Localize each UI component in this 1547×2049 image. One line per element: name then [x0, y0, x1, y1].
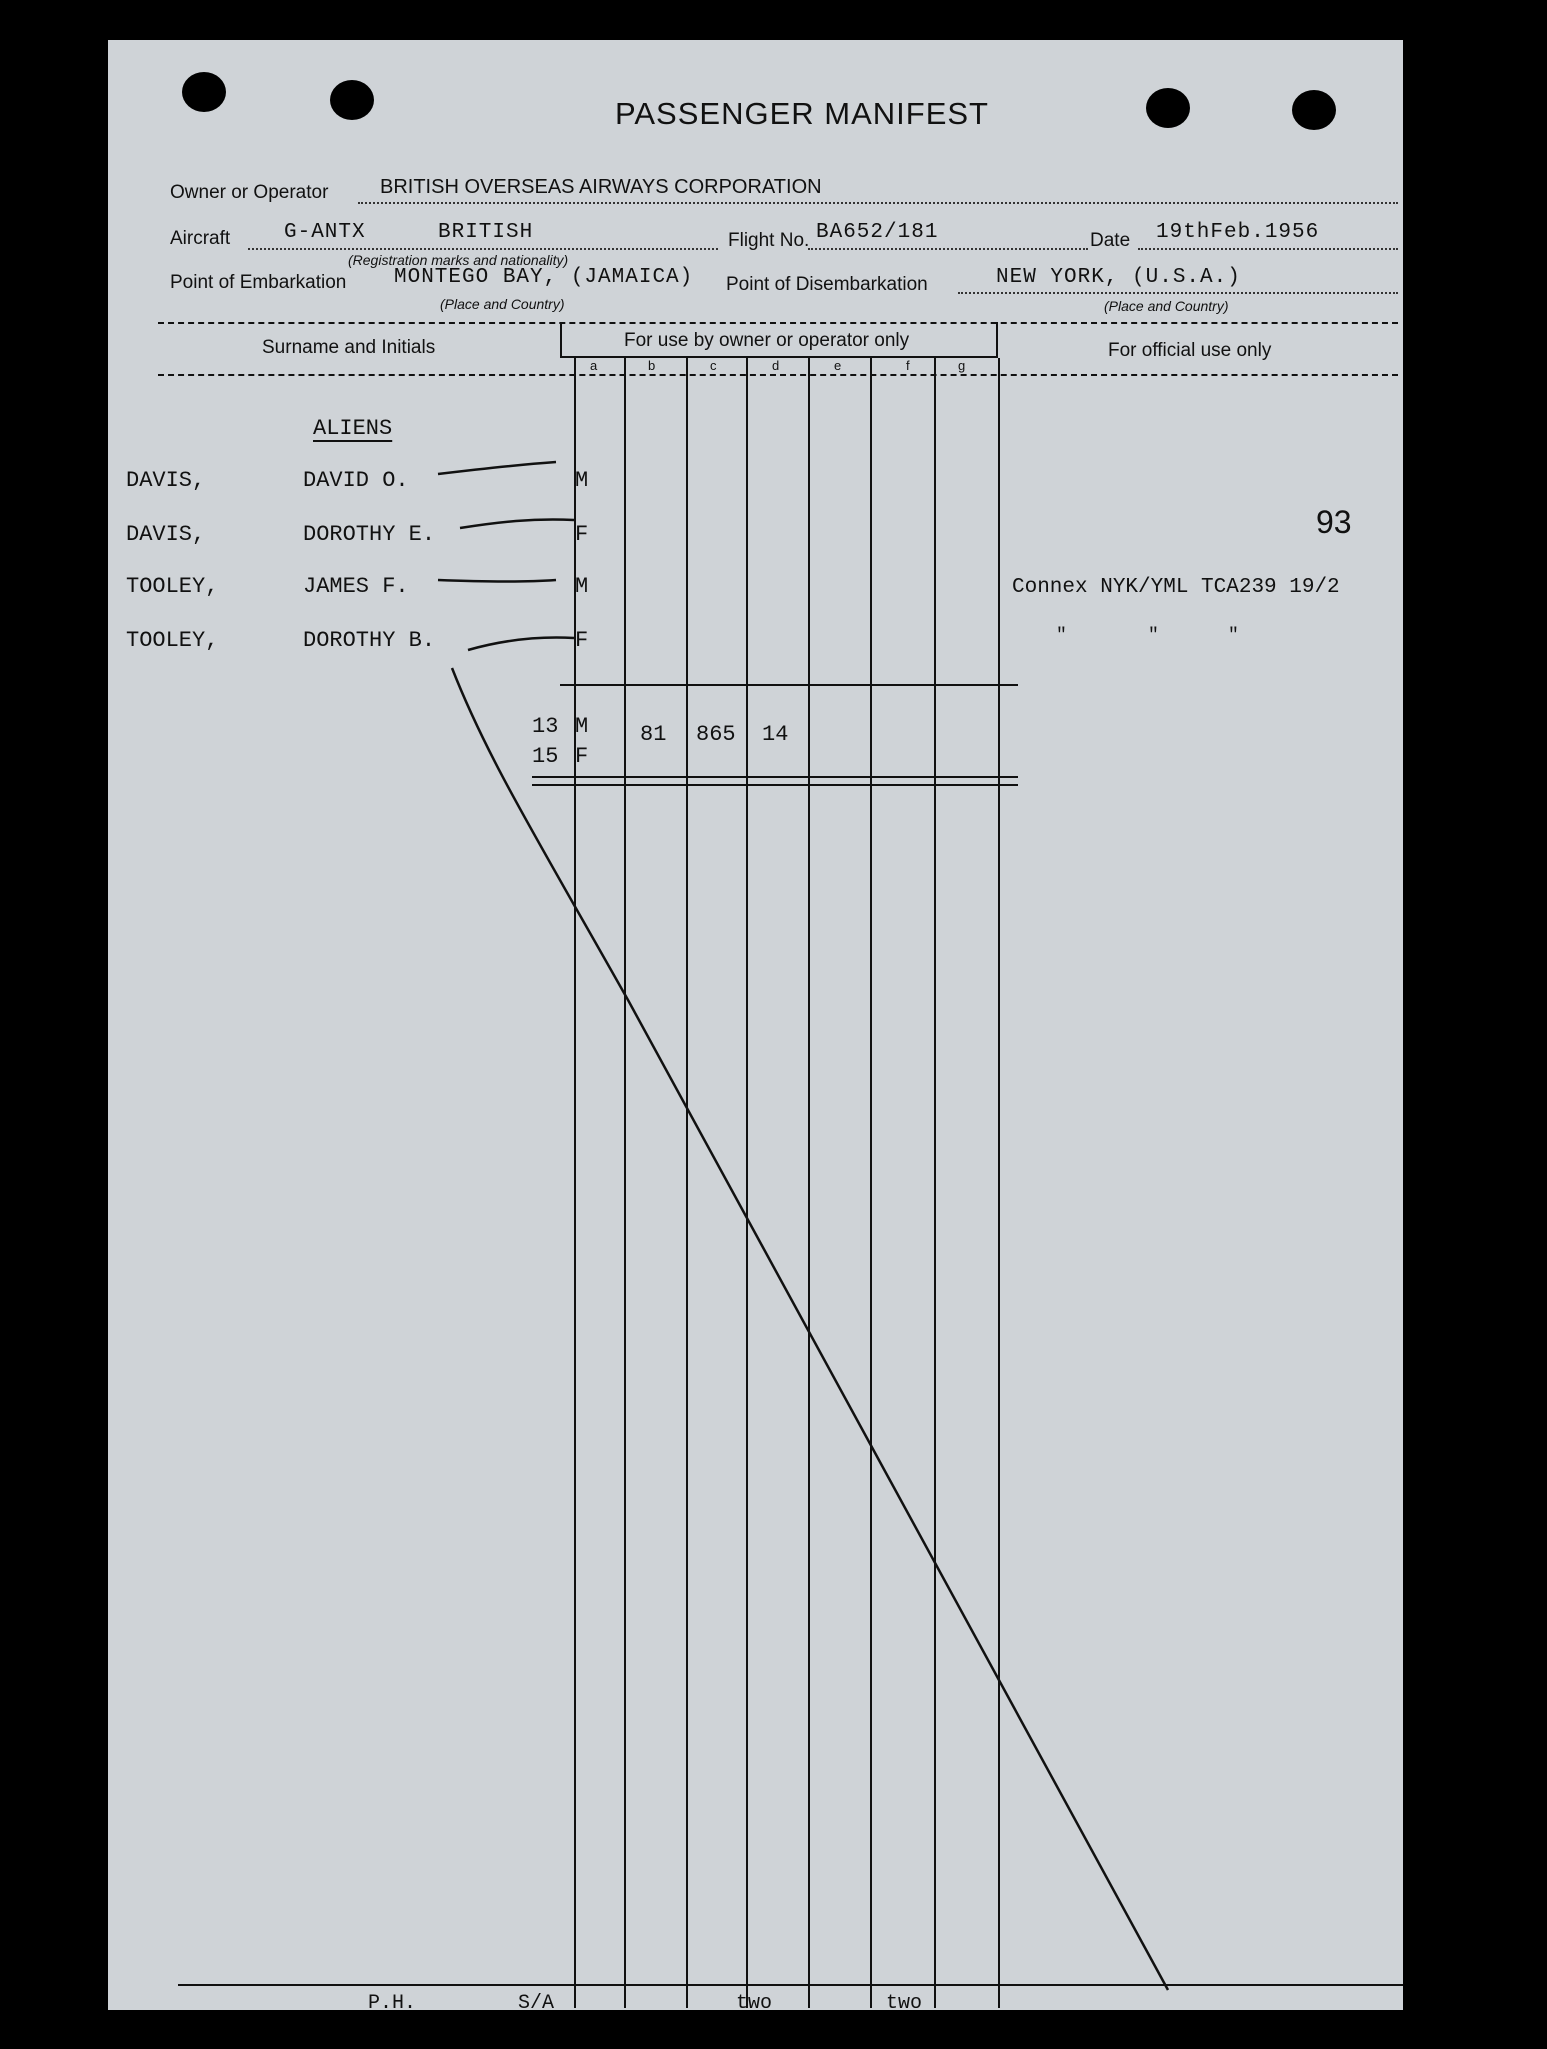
footer-sa: S/A	[518, 1992, 555, 2015]
footer-ph: P.H.	[368, 1992, 417, 2015]
date-value: 19thFeb.1956	[1156, 221, 1320, 244]
ditto-mark: "	[1056, 626, 1067, 646]
aircraft-nationality: BRITISH	[438, 221, 534, 244]
total-b: 81	[640, 722, 667, 747]
female-code: F	[575, 744, 589, 769]
flight-value: BA652/181	[816, 221, 939, 244]
official-use-header: For official use only	[1108, 340, 1272, 361]
embark-label: Point of Embarkation	[170, 272, 347, 293]
footer-two: two	[886, 1992, 923, 2015]
aircraft-reg: G-ANTX	[284, 221, 366, 244]
owner-use-header: For use by owner or operator only	[624, 330, 910, 351]
disembark-note: (Place and Country)	[1104, 298, 1229, 314]
passenger-surname: TOOLEY,	[126, 628, 219, 653]
passenger-surname: DAVIS,	[126, 522, 206, 547]
column-letter-b: b	[648, 358, 656, 373]
passenger-given-name: DOROTHY B.	[303, 628, 436, 653]
column-letter-a: a	[590, 358, 598, 373]
passenger-surname: DAVIS,	[126, 468, 206, 493]
footer-two: two	[736, 1992, 773, 2015]
date-label: Date	[1090, 230, 1131, 251]
page-number: 93	[1316, 504, 1352, 540]
male-code: M	[575, 714, 589, 739]
flight-label: Flight No.	[728, 230, 810, 251]
surname-column-header: Surname and Initials	[262, 337, 436, 358]
aliens-heading: ALIENS	[313, 416, 393, 441]
passenger-given-name: DOROTHY E.	[303, 522, 436, 547]
embark-value: MONTEGO BAY, (JAMAICA)	[394, 266, 694, 289]
passenger-sex: F	[575, 628, 589, 653]
owner-value: BRITISH OVERSEAS AIRWAYS CORPORATION	[380, 176, 822, 198]
column-letter-g: g	[958, 358, 966, 373]
footer-rule	[178, 1984, 1403, 1986]
passenger-given-name: DAVID O.	[303, 468, 409, 493]
aircraft-label: Aircraft	[170, 228, 231, 249]
column-letter-f: f	[906, 358, 910, 373]
passenger-sex: M	[575, 574, 589, 599]
pen-strokes	[108, 40, 1403, 2010]
embark-note: (Place and Country)	[440, 296, 565, 312]
disembark-value: NEW YORK, (U.S.A.)	[996, 266, 1241, 289]
manifest-sheet	[108, 40, 1403, 2015]
male-count: 13	[532, 714, 559, 739]
owner-label: Owner or Operator	[170, 182, 329, 203]
passenger-surname: TOOLEY,	[126, 574, 219, 599]
female-count: 15	[532, 744, 559, 769]
passenger-sex: F	[575, 522, 589, 547]
total-d: 14	[762, 722, 789, 747]
total-c: 865	[696, 722, 736, 747]
column-letter-c: c	[710, 358, 717, 373]
ditto-mark: "	[1148, 626, 1159, 646]
column-letter-e: e	[834, 358, 842, 373]
ditto-mark: "	[1228, 626, 1239, 646]
page-title: PASSENGER MANIFEST	[615, 96, 989, 131]
passenger-given-name: JAMES F.	[303, 574, 409, 599]
registration-note: (Registration marks and nationality)	[348, 252, 569, 268]
disembark-label: Point of Disembarkation	[726, 274, 928, 295]
passenger-sex: M	[575, 468, 589, 493]
connex-note: Connex NYK/YML TCA239 19/2	[1012, 576, 1340, 599]
column-letter-d: d	[772, 358, 780, 373]
